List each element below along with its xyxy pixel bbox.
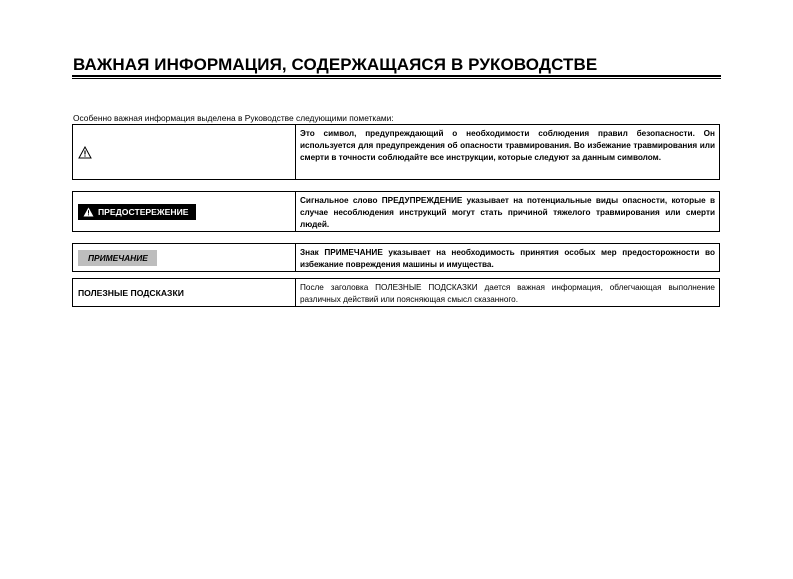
tips-text-after: дается важная информация, облегчающая выполнение различных действий или поясняющая смысл сказанного.	[300, 283, 715, 304]
notice-label-cell	[73, 244, 296, 271]
notice-description	[296, 244, 719, 271]
title-rule	[72, 75, 721, 79]
tips-text-before: После заголовка	[300, 283, 376, 292]
notice-badge: ПРИМЕЧАНИЕ	[78, 250, 157, 266]
warning-box	[72, 191, 720, 232]
safety-symbol-cell	[73, 125, 296, 179]
tips-label: ПОЛЕЗНЫЕ ПОДСКАЗКИ	[78, 287, 184, 298]
warning-text-after: указывает на потенциальные виды опасности, которые в случае несоблюдения инструкций могут стать причиной тяжелого травмирования или смерти людей.	[300, 196, 715, 229]
warning-badge-label: ПРЕДОСТЕРЕЖЕНИЕ	[98, 206, 189, 217]
warning-description	[296, 192, 719, 231]
warning-triangle-icon	[83, 207, 94, 217]
warning-badge	[78, 204, 196, 220]
safety-symbol-box	[72, 124, 720, 180]
warning-label-cell	[73, 192, 296, 231]
tips-text-keyword: ПОЛЕЗНЫЕ ПОДСКАЗКИ	[375, 283, 478, 292]
tips-description	[296, 279, 719, 306]
tips-label-cell	[73, 279, 296, 306]
notice-text-after: указывает на необходимость принятия особых мер предосторожности во избежание повреждения машины и имущества.	[300, 248, 715, 269]
notice-box	[72, 243, 720, 272]
intro-text: Особенно важная информация выделена в Руководстве следующими пометками:	[73, 113, 394, 123]
warning-text-before: Сигнальное слово	[300, 196, 382, 205]
notice-text-keyword: ПРИМЕЧАНИЕ	[324, 248, 383, 257]
safety-symbol-description: Это символ, предупреждающий о необходимости соблюдения правил безопасности. Он используется для предупреждения об опасности травмирования. Во избежание травмирования или смерти в точности соблюдайте все инструкции, которые следуют за данным символом.	[300, 129, 715, 162]
warning-text-keyword: ПРЕДУПРЕЖДЕНИЕ	[381, 196, 463, 205]
page-title: ВАЖНАЯ ИНФОРМАЦИЯ, СОДЕРЖАЩАЯСЯ В РУКОВОДСТВЕ	[73, 55, 598, 74]
tips-box	[72, 278, 720, 307]
notice-text-before: Знак	[300, 248, 325, 257]
warning-triangle-icon	[78, 146, 92, 159]
